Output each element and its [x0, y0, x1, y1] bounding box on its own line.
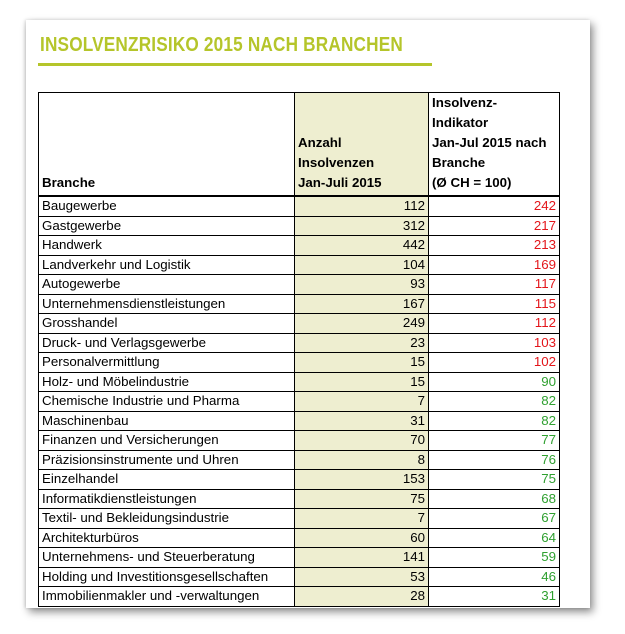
cell-anzahl: 104: [295, 255, 429, 275]
cell-anzahl: 70: [295, 431, 429, 451]
header-indikator: Insolvenz- Indikator Jan-Jul 2015 nach Branche (Ø CH = 100): [429, 93, 560, 197]
cell-indikator: 64: [429, 528, 560, 548]
cell-branche: Personalvermittlung: [39, 353, 295, 373]
cell-anzahl: 31: [295, 411, 429, 431]
cell-indikator: 68: [429, 489, 560, 509]
cell-anzahl: 23: [295, 333, 429, 353]
cell-anzahl: 15: [295, 353, 429, 373]
cell-anzahl: 53: [295, 567, 429, 587]
cell-indikator: 102: [429, 353, 560, 373]
cell-branche: Einzelhandel: [39, 470, 295, 490]
cell-indikator: 46: [429, 567, 560, 587]
insolvency-table: [38, 92, 560, 607]
cell-anzahl: 249: [295, 314, 429, 334]
cell-branche: Druck- und Verlagsgewerbe: [39, 333, 295, 353]
cell-indikator: 31: [429, 587, 560, 607]
table-header-row: [39, 93, 560, 197]
cell-indikator: 82: [429, 411, 560, 431]
cell-branche: Finanzen und Versicherungen: [39, 431, 295, 451]
cell-branche: Unternehmens- und Steuerberatung: [39, 548, 295, 568]
cell-indikator: 169: [429, 255, 560, 275]
cell-branche: Informatikdienstleistungen: [39, 489, 295, 509]
cell-branche: Baugewerbe: [39, 196, 295, 216]
cell-branche: Grosshandel: [39, 314, 295, 334]
table-row: [39, 255, 560, 275]
table-row: [39, 275, 560, 295]
cell-anzahl: 167: [295, 294, 429, 314]
cell-anzahl: 75: [295, 489, 429, 509]
table-row: [39, 587, 560, 607]
table-row: [39, 567, 560, 587]
cell-branche: Chemische Industrie und Pharma: [39, 392, 295, 412]
header-branche: Branche: [39, 93, 295, 197]
table-row: [39, 333, 560, 353]
cell-indikator: 90: [429, 372, 560, 392]
cell-anzahl: 141: [295, 548, 429, 568]
cell-indikator: 76: [429, 450, 560, 470]
cell-indikator: 77: [429, 431, 560, 451]
cell-indikator: 103: [429, 333, 560, 353]
cell-anzahl: 7: [295, 392, 429, 412]
cell-indikator: 75: [429, 470, 560, 490]
cell-anzahl: 8: [295, 450, 429, 470]
page-title: INSOLVENZRISIKO 2015 NACH BRANCHEN: [40, 34, 403, 56]
cell-indikator: 117: [429, 275, 560, 295]
cell-anzahl: 60: [295, 528, 429, 548]
cell-anzahl: 442: [295, 236, 429, 256]
cell-branche: Architekturbüros: [39, 528, 295, 548]
cell-anzahl: 112: [295, 196, 429, 216]
header-anzahl: Anzahl Insolvenzen Jan-Juli 2015: [295, 93, 429, 197]
table-row: [39, 294, 560, 314]
cell-indikator: 217: [429, 216, 560, 236]
cell-indikator: 59: [429, 548, 560, 568]
cell-branche: Präzisionsinstrumente und Uhren: [39, 450, 295, 470]
cell-indikator: 213: [429, 236, 560, 256]
cell-branche: Immobilienmakler und -verwaltungen: [39, 587, 295, 607]
cell-branche: Handwerk: [39, 236, 295, 256]
table-row: [39, 314, 560, 334]
cell-anzahl: 153: [295, 470, 429, 490]
cell-anzahl: 7: [295, 509, 429, 529]
table-row: [39, 431, 560, 451]
cell-anzahl: 312: [295, 216, 429, 236]
cell-indikator: 115: [429, 294, 560, 314]
cell-anzahl: 28: [295, 587, 429, 607]
title-underline: [38, 63, 432, 66]
cell-indikator: 67: [429, 509, 560, 529]
table-row: [39, 392, 560, 412]
cell-branche: Maschinenbau: [39, 411, 295, 431]
cell-anzahl: 93: [295, 275, 429, 295]
table-row: [39, 528, 560, 548]
cell-indikator: 82: [429, 392, 560, 412]
cell-branche: Textil- und Bekleidungsindustrie: [39, 509, 295, 529]
table-row: [39, 509, 560, 529]
cell-branche: Autogewerbe: [39, 275, 295, 295]
table-row: [39, 489, 560, 509]
cell-indikator: 242: [429, 196, 560, 216]
table-row: [39, 450, 560, 470]
table-row: [39, 216, 560, 236]
cell-branche: Unternehmensdienstleistungen: [39, 294, 295, 314]
table-row: [39, 411, 560, 431]
table-row: [39, 236, 560, 256]
cell-branche: Gastgewerbe: [39, 216, 295, 236]
table-row: [39, 372, 560, 392]
cell-branche: Holz- und Möbelindustrie: [39, 372, 295, 392]
cell-anzahl: 15: [295, 372, 429, 392]
table-row: [39, 470, 560, 490]
table-row: [39, 353, 560, 373]
table-row: [39, 196, 560, 216]
cell-branche: Holding und Investitionsgesellschaften: [39, 567, 295, 587]
cell-branche: Landverkehr und Logistik: [39, 255, 295, 275]
cell-indikator: 112: [429, 314, 560, 334]
table-row: [39, 548, 560, 568]
